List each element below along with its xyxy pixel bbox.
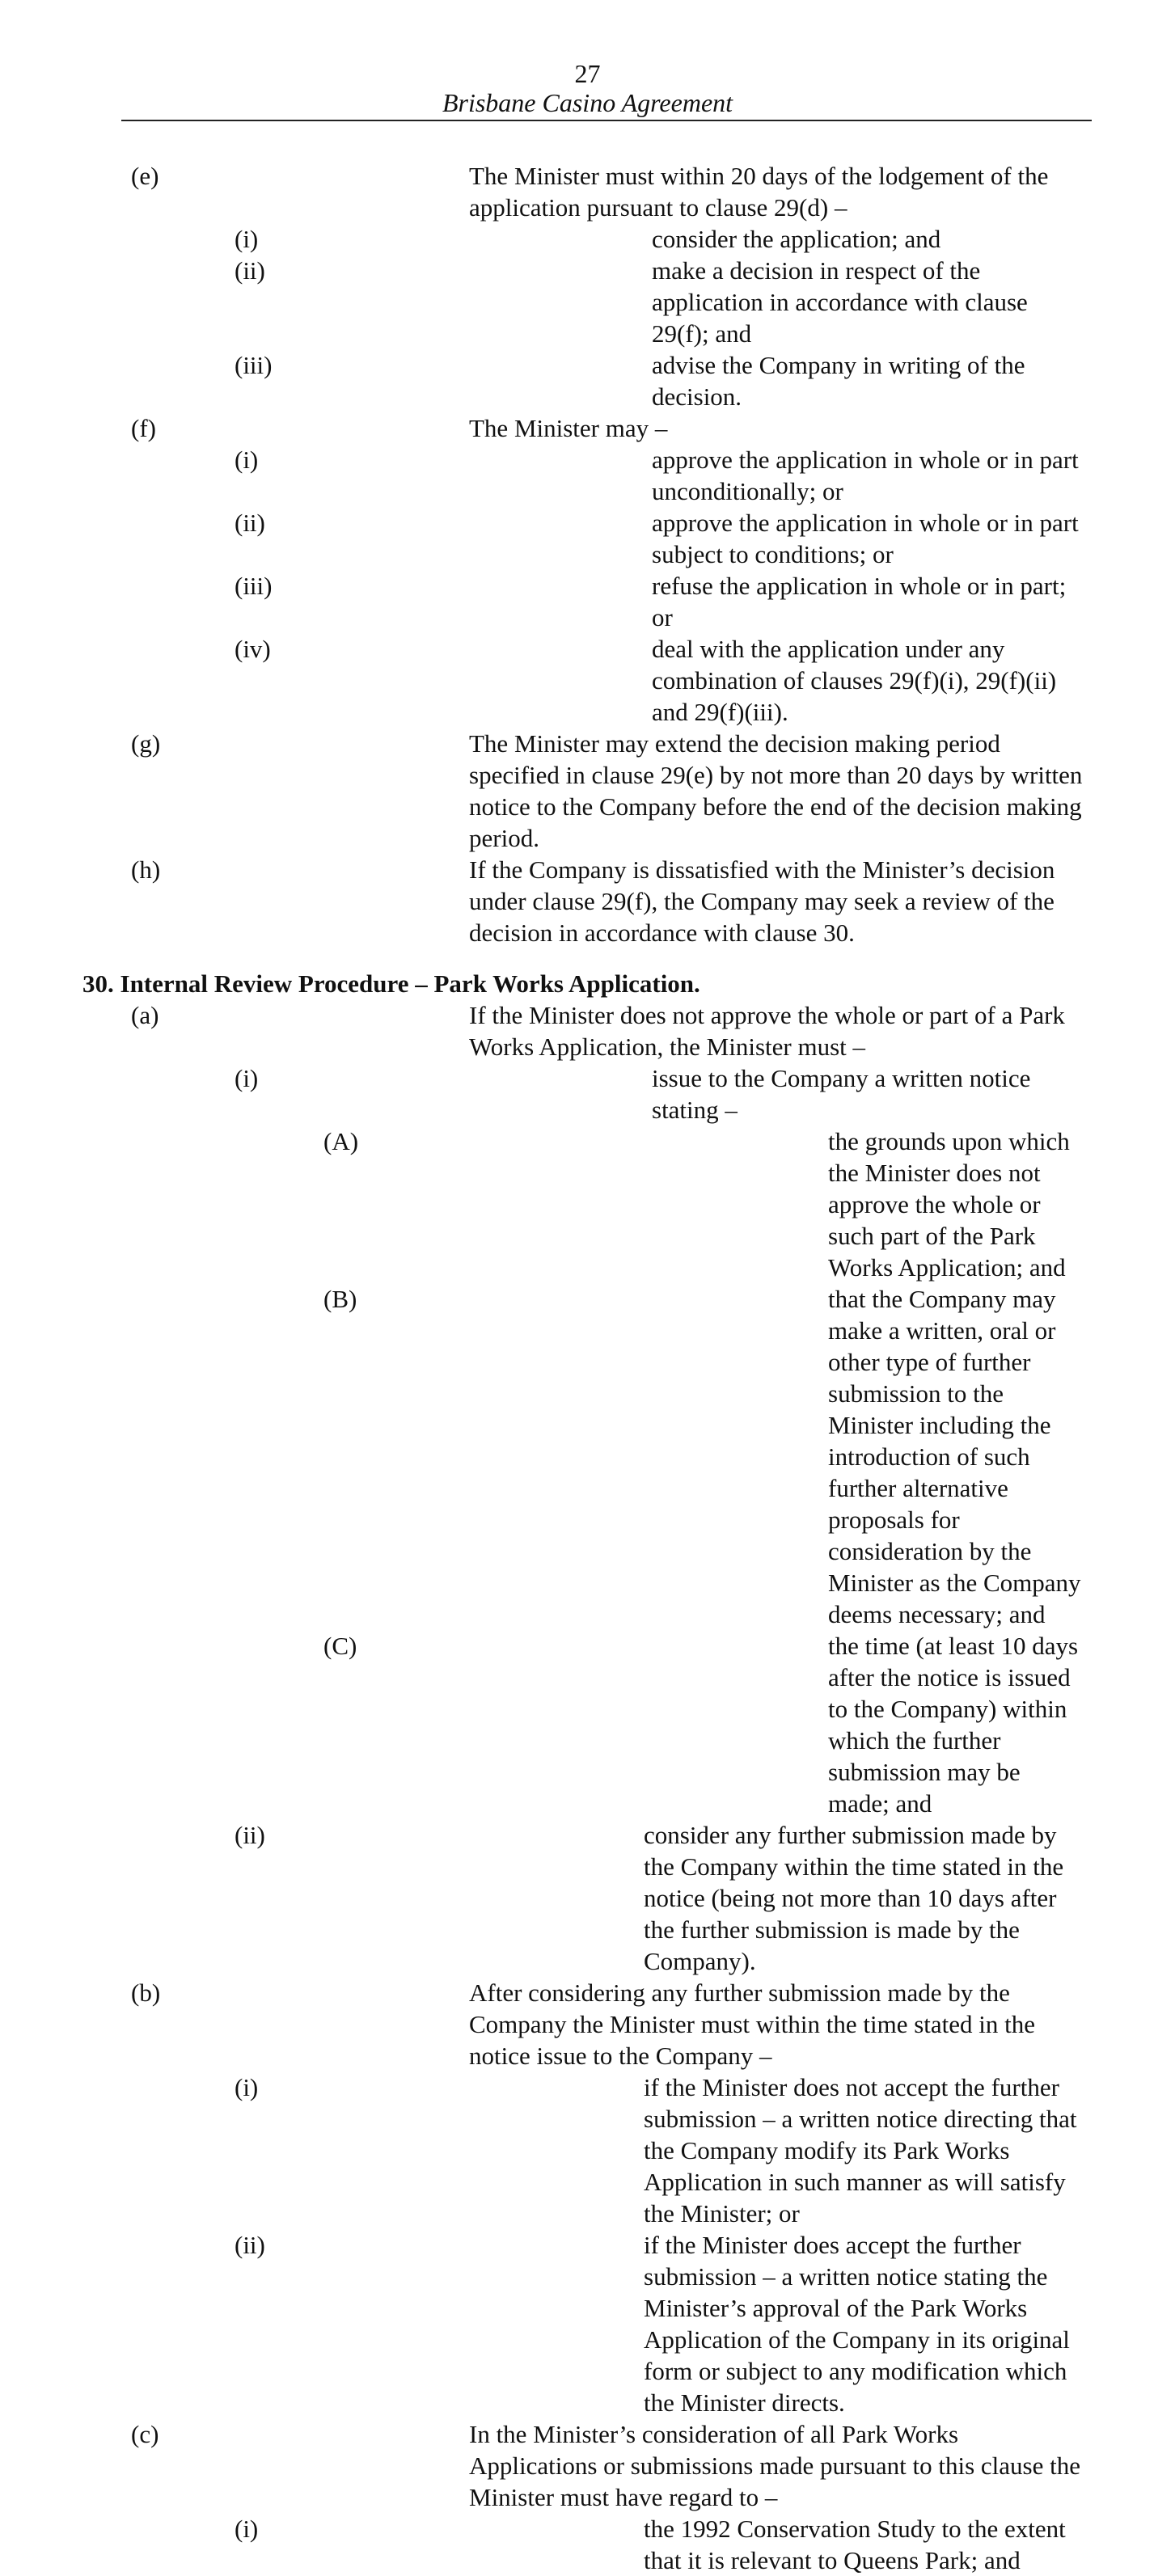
clause-text: After considering any further submission made by the Company the Minister must within the time stated in the notice issue to the Company – [469, 1978, 1035, 2070]
clause-29-continuation [0, 160, 1175, 948]
clause-item [0, 349, 1175, 412]
clause-text: the 1992 Conservation Study to the extent that it is relevant to Queens Park; and [644, 2515, 1066, 2574]
clause-text: if the Minister does not accept the further submission – a written notice directing that the Company modify its Park Works Application in such manner as will satisfy the Minister; or [644, 2073, 1077, 2228]
running-title: Brisbane Casino Agreement [442, 88, 733, 117]
clause-item [0, 728, 1175, 854]
clause-item [0, 2418, 1175, 2513]
clause-label: (e) [131, 162, 159, 190]
clause-text: the grounds upon which the Minister does not approve the whole or such part of the Park Works Application; and [828, 1127, 1070, 1282]
clause-text: approve the application in whole or in part unconditionally; or [652, 446, 1079, 505]
clause-label: (c) [131, 2420, 159, 2448]
header-rule [121, 120, 1092, 121]
clause-item [0, 255, 1175, 349]
clause-text: issue to the Company a written notice stating – [652, 1064, 1031, 1124]
clause-item [0, 160, 1175, 223]
clause-item [0, 412, 1175, 444]
clause-text: consider the application; and [652, 225, 941, 253]
clause-label: (ii) [235, 2231, 265, 2259]
clause-item [0, 507, 1175, 570]
clause-label: (ii) [235, 509, 265, 537]
clause-item [0, 2071, 1175, 2229]
clause-item [0, 2513, 1175, 2576]
clause-item [0, 1630, 1175, 1819]
clause-text: if the Minister does accept the further submission – a written notice stating the Minister’s approval of the Park Works Application of the Company in its original form or subject to any modification which the Minister directs. [644, 2231, 1070, 2417]
clause-text: The Minister may extend the decision making period specified in clause 29(e) by not more than 20 days by written notice to the Company before the end of the decision making period. [469, 729, 1083, 852]
clause-item [0, 1819, 1175, 1977]
clause-label: (i) [235, 225, 259, 253]
clause-text: that the Company may make a written, oral or other type of further submission to the Minister including the introduction of such further alternative proposals for consideration by the Minister as the Company deems necessary; and [828, 1285, 1081, 1628]
section-30-heading: 30. Internal Review Procedure – Park Works Application. [82, 969, 700, 998]
clause-label: (g) [131, 729, 161, 758]
clause-item [0, 854, 1175, 948]
clause-label: (i) [235, 2515, 259, 2543]
clause-item [0, 1977, 1175, 2071]
clause-text: approve the application in whole or in part subject to conditions; or [652, 509, 1079, 568]
clause-label: (b) [131, 1978, 161, 2007]
clause-item [0, 999, 1175, 1062]
clause-label: (A) [323, 1127, 359, 1155]
clause-label: (iii) [235, 351, 273, 379]
clause-text: In the Minister’s consideration of all Park Works Applications or submissions made pursuant to this clause the Minister must have regard to – [469, 2420, 1080, 2511]
clause-label: (i) [235, 446, 259, 474]
clause-label: (B) [323, 1285, 357, 1313]
clause-label: (a) [131, 1001, 159, 1029]
clause-item [0, 633, 1175, 728]
clause-item [0, 2229, 1175, 2418]
clause-item [0, 1062, 1175, 1125]
clause-text: deal with the application under any combination of clauses 29(f)(i), 29(f)(ii) and 29(f)(iii). [652, 635, 1057, 726]
clause-label: (C) [323, 1632, 357, 1660]
clause-text: advise the Company in writing of the decision. [652, 351, 1025, 411]
clause-30-items [0, 999, 1175, 2576]
page-number: 27 [574, 59, 601, 88]
clause-item [0, 223, 1175, 255]
clause-text: The Minister may – [469, 414, 668, 442]
clause-item [0, 570, 1175, 633]
clause-label: (iii) [235, 572, 273, 600]
clause-text: The Minister must within 20 days of the lodgement of the application pursuant to clause 29(d) – [469, 162, 1049, 222]
clause-label: (h) [131, 855, 161, 884]
clause-label: (ii) [235, 1821, 265, 1849]
clause-text: make a decision in respect of the application in accordance with clause 29(f); and [652, 256, 1028, 348]
clause-label: (iv) [235, 635, 271, 663]
clause-text: consider any further submission made by the Company within the time stated in the notice (being not more than 10 days after the further submission is made by the Company). [644, 1821, 1064, 1975]
clause-text: refuse the application in whole or in part; or [652, 572, 1067, 631]
clause-item [0, 1283, 1175, 1630]
clause-label: (i) [235, 1064, 259, 1092]
clause-label: (f) [131, 414, 156, 442]
clause-label: (ii) [235, 256, 265, 285]
clause-item [0, 1125, 1175, 1283]
clause-text: the time (at least 10 days after the notice is issued to the Company) within which the further submission may be made; and [828, 1632, 1079, 1818]
clause-text: If the Company is dissatisfied with the Minister’s decision under clause 29(f), the Company may seek a review of the decision in accordance with clause 30. [469, 855, 1055, 947]
clause-label: (i) [235, 2073, 259, 2101]
document-body [0, 160, 1175, 2576]
clause-item [0, 444, 1175, 507]
clause-text: If the Minister does not approve the whole or part of a Park Works Application, the Minister must – [469, 1001, 1065, 1061]
